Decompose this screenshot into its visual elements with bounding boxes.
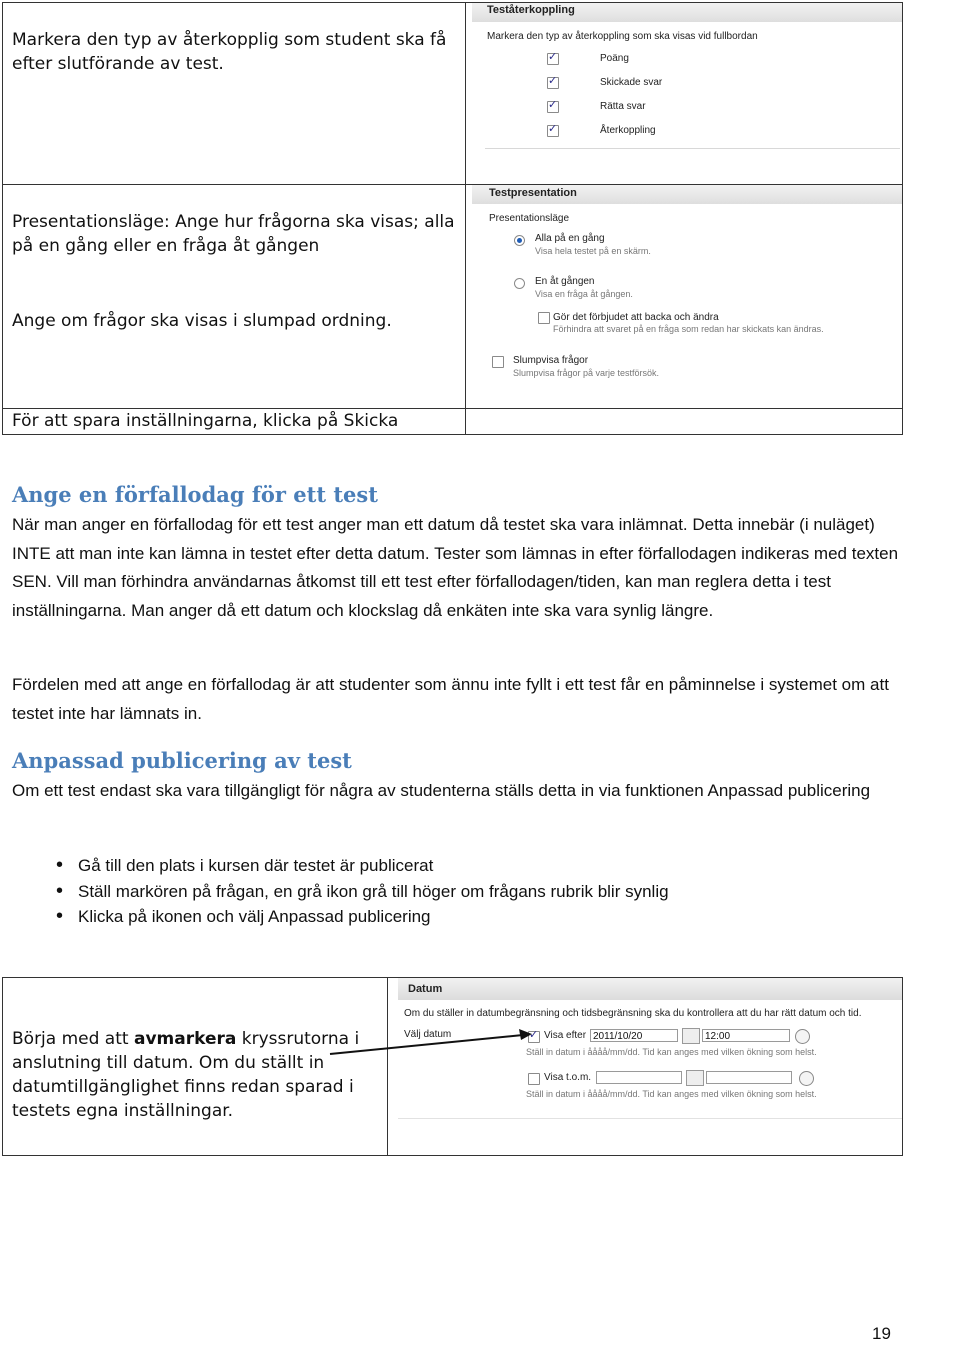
show-until-hint: Ställ in datum i åååå/mm/dd. Tid kan anges med vilken ökning som helst. [526,1089,817,1099]
show-after-hint: Ställ in datum i åååå/mm/dd. Tid kan anges med vilken ökning som helst. [526,1047,817,1057]
feedback-option-label: Poäng [600,53,629,64]
section1-paragraph-2: Fördelen med att ange en förfallodag är att studenter som ännu inte fyllt i ett test får en påminnelse i systemet om att testet inte har lämnats in. [12,675,889,723]
calendar-icon[interactable] [686,1070,704,1086]
choose-date-label: Välj datum [404,1029,452,1040]
show-after-time-input[interactable]: 12:00 [702,1029,790,1042]
bullet-list [12,853,902,930]
feedback-option-label: Återkoppling [600,125,656,136]
section1-paragraph-1: När man anger en förfallodag för ett test anger man ett datum då testet ska vara inlämnat. Detta innebär (i nuläget) INTE att man inte kan lämna in testet efter detta datum. Tester som lämnas in efter förfallodagen indikeras med texten SEN. Vill man förhindra användarnas åtkomst till ett test efter förfallodagen/tiden, kan man reglera detta i test inställningarna. Man anger då ett datum och klockslag då enkäten inte ska vara synlig längre. [12,515,899,620]
one-at-a-time-desc: Visa en fråga åt gången. [535,289,633,299]
section2-heading: Anpassad publicering av test [12,748,352,773]
table1-row3-text: För att spara inställningarna, klicka på Skicka [12,411,399,431]
clock-icon[interactable] [799,1071,814,1086]
radio-all-at-once[interactable] [514,235,525,246]
randomize-label: Slumpvisa frågor [513,355,589,366]
randomize-desc: Slumpvisa frågor på varje testförsök. [513,368,660,378]
table1-row2-text-b: Ange om frågor ska visas i slumpad ordning. [12,311,392,331]
one-at-a-time-label: En åt gången [535,276,595,287]
presentation-panel-title: Testpresentation [489,187,577,199]
clock-icon[interactable] [795,1029,810,1044]
prohibit-back-checkbox[interactable] [538,312,550,324]
prohibit-back-label: Gör det förbjudet att backa och ändra [553,312,719,323]
list-item [12,879,902,905]
pointer-arrow [320,1024,540,1064]
radio-one-at-a-time[interactable] [514,278,525,289]
feedback-checkbox-score[interactable] [547,53,559,65]
table2-text-post: kryssrutorna i anslutning till datum. Om du ställt in datumtillgänglighet finns redan sparad i testets egna inställningar. [12,1029,360,1121]
feedback-checkbox-feedback[interactable] [547,125,559,137]
feedback-instruction: Markera den typ av återkoppling som ska visas vid fullbordan [487,31,758,42]
list-item [12,853,902,879]
show-until-time-input[interactable] [706,1071,792,1084]
list-item-text: Ställ markören på frågan, en grå ikon grå till höger om frågans rubrik blir synlig [78,881,669,901]
table1-row1-text: Markera den typ av återkopplig som student ska få efter slutförande av test. [12,30,447,74]
show-until-date-input[interactable] [596,1071,682,1084]
section2-paragraph-1: Om ett test endast ska vara tillgängligt för några av studenterna ställs detta in via funktionen Anpassad publicering [12,781,871,800]
date-panel-intro: Om du ställer in datumbegränsning och tidsbegränsning ska du kontrollera att du har rätt datum och tid. [404,1008,862,1019]
feedback-panel-title: Teståterkoppling [487,4,575,16]
all-at-once-label: Alla på en gång [535,233,605,244]
divider [398,1118,902,1119]
calendar-icon[interactable] [682,1028,700,1044]
feedback-option-label: Skickade svar [600,77,663,88]
list-item-text: Gå till den plats i kursen där testet är publicerat [78,856,434,875]
randomize-checkbox[interactable] [492,356,504,368]
page-number: 19 [872,1324,891,1343]
show-until-checkbox[interactable] [528,1073,540,1085]
section1-heading: Ange en förfallodag för ett test [12,482,378,507]
table1-row2-text: Presentationsläge: Ange hur frågorna ska visas; alla på en gång eller en fråga åt gången [12,212,455,256]
presentation-mode-label: Presentationsläge [489,213,570,224]
feedback-checkbox-submitted[interactable] [547,77,559,89]
list-item-text: Klicka på ikonen och välj Anpassad publicering [78,907,431,926]
table2-text-bold: avmarkera [133,1029,237,1049]
table2-text-pre: Börja med att [12,1029,134,1049]
all-at-once-desc: Visa hela testet på en skärm. [535,246,651,256]
date-panel-title: Datum [408,983,443,995]
list-item [12,904,902,930]
show-after-date-input[interactable]: 2011/10/20 [590,1029,678,1042]
feedback-option-label: Rätta svar [600,101,646,112]
prohibit-back-desc: Förhindra att svaret på en fråga som redan har skickats kan ändras. [553,324,824,334]
show-until-label: Visa t.o.m. [544,1072,592,1083]
feedback-checkbox-correct[interactable] [547,101,559,113]
divider [485,148,900,149]
show-after-label: Visa efter [544,1030,587,1041]
